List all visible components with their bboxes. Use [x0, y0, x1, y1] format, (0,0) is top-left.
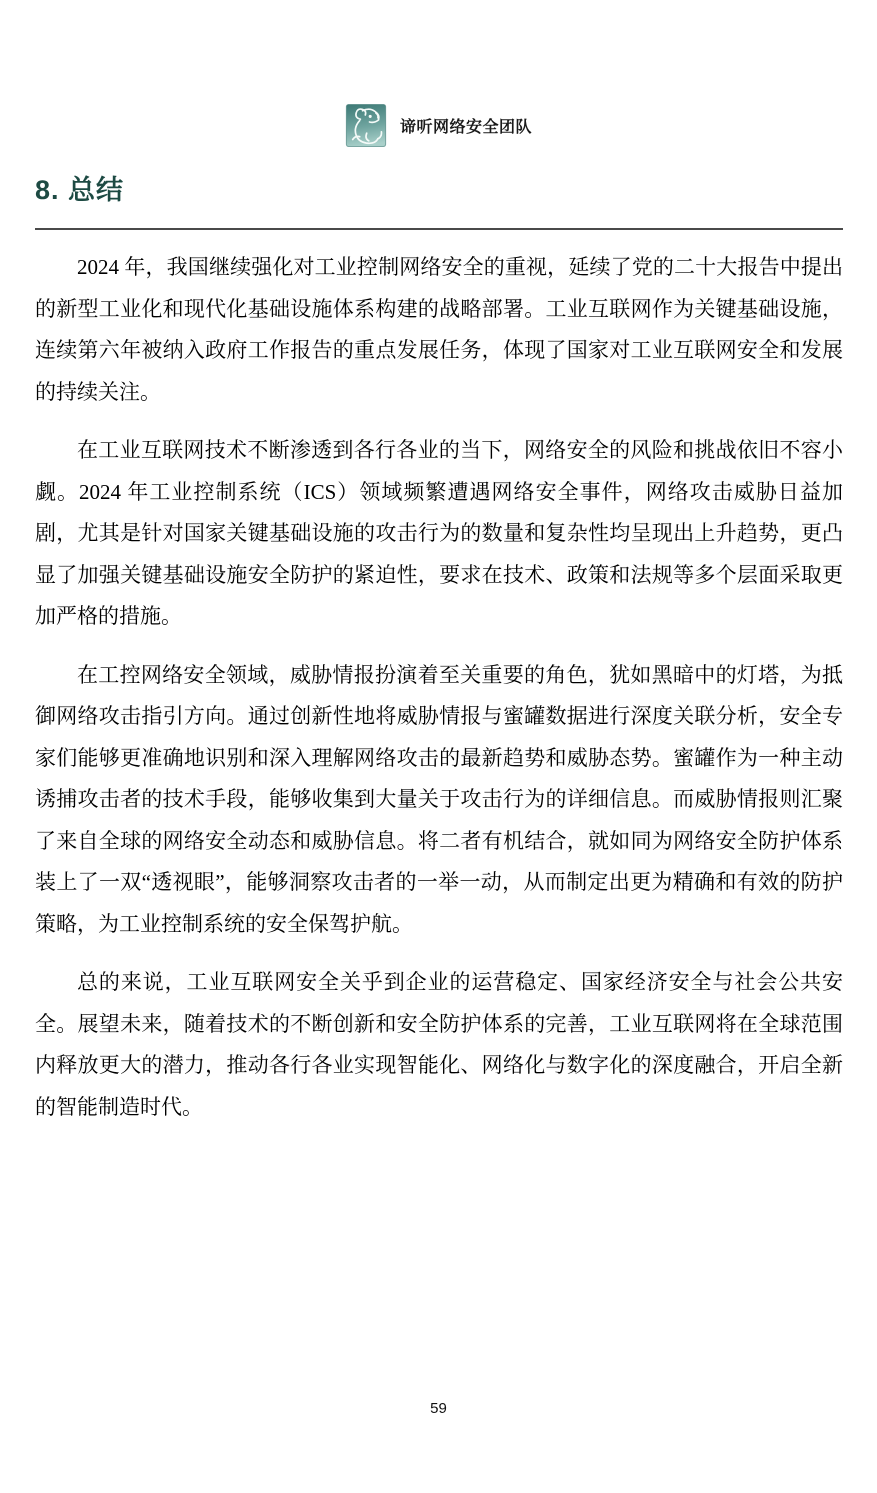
document-body [35, 247, 843, 1145]
title-divider [35, 228, 843, 230]
page-number: 59 [430, 1400, 447, 1417]
section-title: 8. 总结 [35, 175, 125, 205]
paragraph-4: 总的来说，工业互联网安全关乎到企业的运营稳定、国家经济安全与社会公共安全。展望未来，随着技术的不断创新和安全防护体系的完善，工业互联网将在全球范围内释放更大的潜力，推动各行各业实现智能化、网络化与数字化的深度融合，开启全新的智能制造时代。 [35, 970, 843, 1119]
document-header [0, 102, 877, 149]
paragraph-2: 在工业互联网技术不断渗透到各行各业的当下，网络安全的风险和挑战依旧不容小觑。2024 年工业控制系统（ICS）领域频繁遭遇网络安全事件，网络攻击威胁日益加剧，尤其是针对国家关键基础设施的攻击行为的数量和复杂性均呈现出上升趋势，更凸显了加强关键基础设施安全防护的紧迫性，要求在技术、政策和法规等多个层面采取更加严格的措施。 [35, 438, 843, 628]
paragraph-1: 2024 年，我国继续强化对工业控制网络安全的重视，延续了党的二十大报告中提出的新型工业化和现代化基础设施体系构建的战略部署。工业互联网作为关键基础设施，连续第六年被纳入政府工作报告的重点发展任务，体现了国家对工业互联网安全和发展的持续关注。 [35, 255, 843, 404]
page-footer [0, 1400, 877, 1418]
diting-seal-logo-icon [345, 102, 387, 149]
paragraph-3: 在工控网络安全领域，威胁情报扮演着至关重要的角色，犹如黑暗中的灯塔，为抵御网络攻击指引方向。通过创新性地将威胁情报与蜜罐数据进行深度关联分析，安全专家们能够更准确地识别和深入理解网络攻击的最新趋势和威胁态势。蜜罐作为一种主动诱捕攻击者的技术手段，能够收集到大量关于攻击行为的详细信息。而威胁情报则汇聚了来自全球的网络安全动态和威胁信息。将二者有机结合，就如同为网络安全防护体系装上了一双“透视眼”，能够洞察攻击者的一举一动，从而制定出更为精确和有效的防护策略，为工业控制系统的安全保驾护航。 [35, 662, 843, 936]
team-name: 谛听网络安全团队 [399, 119, 532, 136]
